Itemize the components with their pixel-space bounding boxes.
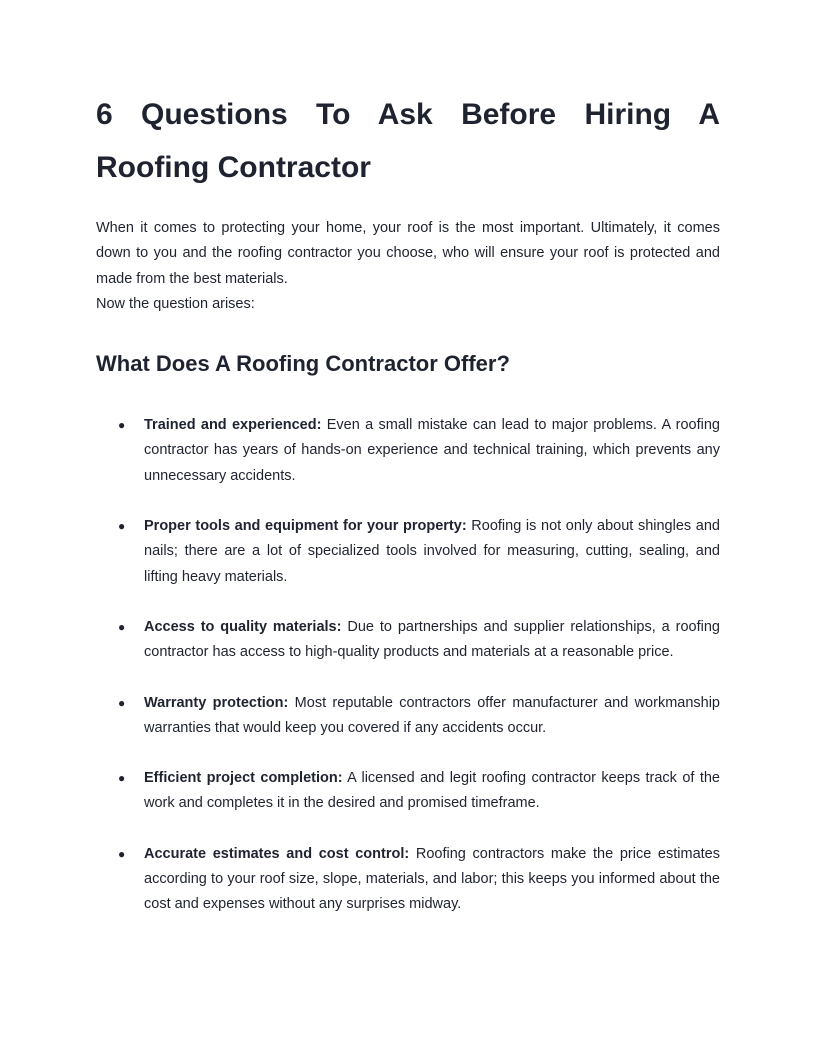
bullet-icon: ●	[118, 846, 126, 861]
bullet-icon: ●	[118, 519, 126, 534]
section-heading: What Does A Roofing Contractor Offer?	[96, 351, 510, 377]
list-item	[96, 514, 720, 590]
bullet-icon: ●	[118, 771, 126, 786]
list-item	[96, 691, 720, 742]
bullet-term: Accurate estimates and cost control:	[144, 845, 410, 862]
bullet-text: Roofing contractors make the price estimates according to your roof size, slope, materials, and labor; this keeps you informed about the cost and expenses without any surprises midway.	[144, 845, 720, 913]
bullet-text: Roofing is not only about shingles and nails; there are a lot of specialized tools involved for measuring, cutting, sealing, and lifting heavy materials.	[144, 518, 720, 585]
bullet-text: Due to partnerships and supplier relationships, a roofing contractor has access to high-quality products and materials at a reasonable price.	[144, 618, 720, 661]
list-item	[96, 766, 720, 817]
bullet-term: Access to quality materials:	[144, 618, 342, 635]
offer-list	[96, 413, 720, 917]
list-item	[96, 842, 720, 918]
document-page	[96, 88, 720, 943]
bullet-text: A licensed and legit roofing contractor keeps track of the work and completes it in the desired and promised timeframe.	[144, 770, 721, 812]
list-item	[96, 615, 720, 666]
bullet-icon: ●	[118, 695, 126, 710]
bullet-term: Trained and experienced:	[144, 417, 322, 434]
list-item	[96, 413, 720, 489]
bullet-text: Even a small mistake can lead to major problems. A roofing contractor has years of hands-on experience and technical training, which prevents any unnecessary accidents.	[144, 417, 720, 484]
bullet-term: Efficient project completion:	[144, 770, 343, 787]
document-title: 6 Questions To Ask Before Hiring A Roofing Contractor	[96, 98, 720, 184]
bullet-text: Most reputable contractors offer manufacturer and workmanship warranties that would keep you covered if any accidents occur.	[144, 694, 720, 736]
bullet-icon: ●	[118, 619, 126, 634]
bullet-icon: ●	[118, 418, 126, 433]
bullet-term: Proper tools and equipment for your property:	[144, 518, 467, 535]
bullet-term: Warranty protection:	[144, 694, 289, 711]
intro-paragraph: When it comes to protecting your home, your roof is the most important. Ultimately, it comes down to you and the roofing contractor you choose, who will ensure your roof is protected and made from the best materials.	[96, 220, 720, 287]
question-line: Now the question arises:	[96, 295, 255, 312]
